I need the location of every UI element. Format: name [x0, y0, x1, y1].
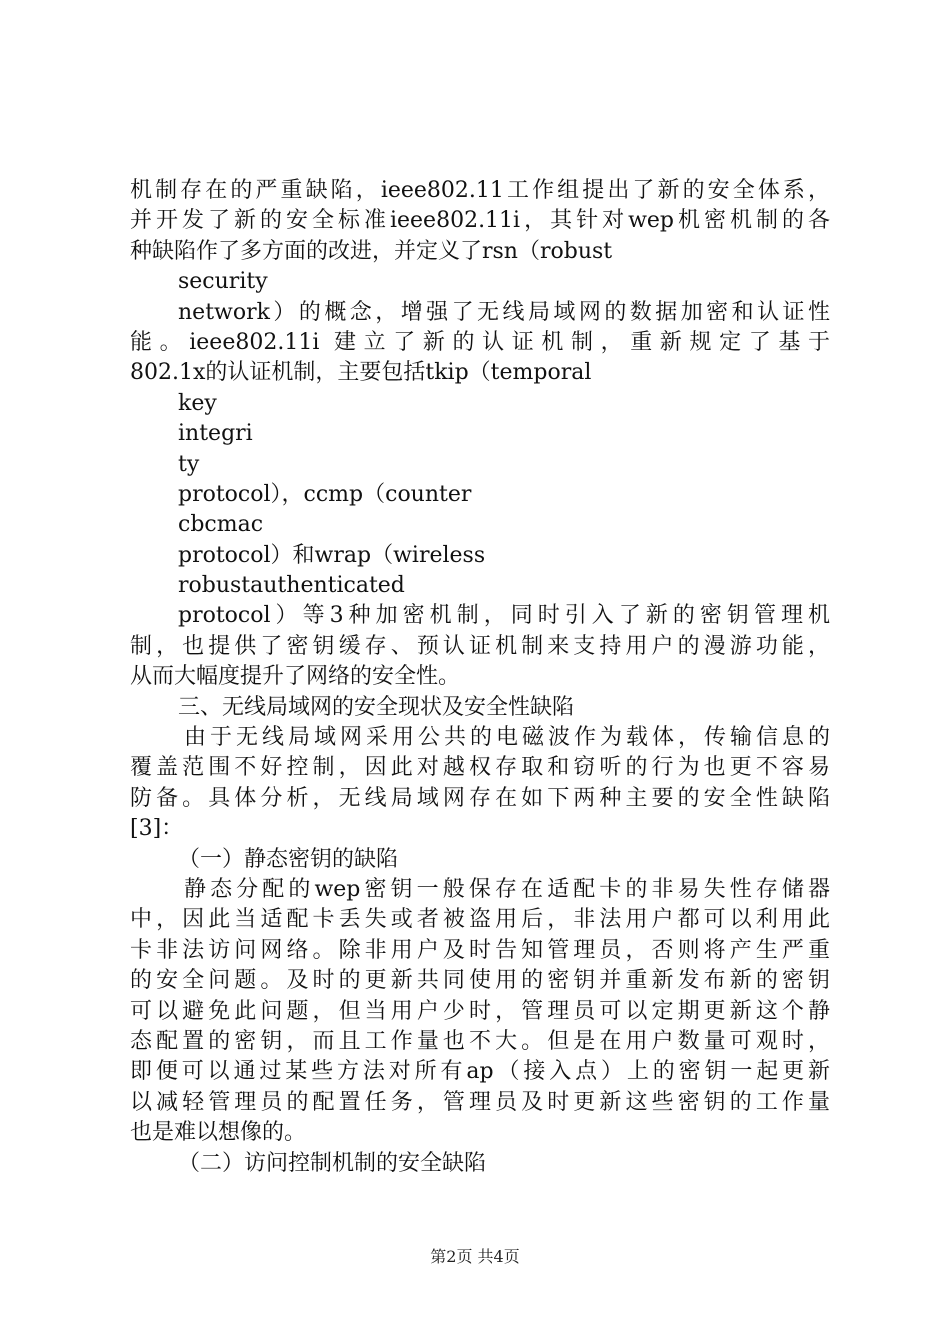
- text-line: protocol），ccmp（counter: [178, 481, 472, 507]
- text-line: 由于无线局域网采用公共的电磁波作为载体，传输信息的: [184, 725, 830, 751]
- text-line: 卡非法访问网络。除非用户及时告知管理员，否则将产生严重: [130, 937, 830, 963]
- text-line: 中，因此当适配卡丢失或者被盗用后，非法用户都可以利用此: [130, 907, 830, 933]
- text-line: 防备。具体分析，无线局域网存在如下两种主要的安全性缺陷: [130, 785, 830, 811]
- text-line: key: [178, 390, 217, 416]
- body-text: [130, 176, 830, 1179]
- text-line: network）的概念，增强了无线局域网的数据加密和认证性: [178, 299, 830, 325]
- text-line: 从而大幅度提升了网络的安全性。: [130, 664, 461, 690]
- text-line: 制，也提供了密钥缓存、预认证机制来支持用户的漫游功能，: [130, 633, 830, 659]
- subsection-heading: （一）静态密钥的缺陷: [178, 846, 399, 872]
- text-line: 静态分配的wep密钥一般保存在适配卡的非易失性存储器: [184, 876, 830, 902]
- text-line: 覆盖范围不好控制，因此对越权存取和窃听的行为也更不容易: [130, 755, 830, 781]
- text-line: 并开发了新的安全标准ieee802.11i，其针对wep机密机制的各: [130, 208, 830, 234]
- text-line: cbcmac: [178, 512, 264, 538]
- text-line: integri: [178, 421, 253, 447]
- text-line: 802.1x的认证机制，主要包括tkip（temporal: [130, 360, 592, 386]
- page-footer: 第2页 共4页: [430, 1247, 520, 1266]
- text-line: protocol）和wrap（wireless: [178, 542, 486, 568]
- text-line: 可以避免此问题，但当用户少时，管理员可以定期更新这个静: [130, 998, 830, 1024]
- text-line: 机制存在的严重缺陷，ieee802.11工作组提出了新的安全体系，: [130, 178, 830, 203]
- text-line: security: [178, 269, 268, 295]
- text-line: robustauthenticated: [178, 573, 405, 599]
- text-line: 也是难以想像的。: [130, 1120, 307, 1146]
- text-line: 种缺陷作了多方面的改进，并定义了rsn（robust: [130, 238, 613, 264]
- text-line: 态配置的密钥，而且工作量也不大。但是在用户数量可观时，: [130, 1028, 830, 1054]
- text-line: 以减轻管理员的配置任务，管理员及时更新这些密钥的工作量: [130, 1089, 830, 1115]
- subsection-heading: （二）访问控制机制的安全缺陷: [178, 1150, 487, 1176]
- text-line: 能。ieee802.11i 建立了新的认证机制，重新规定了基于: [130, 329, 830, 355]
- text-line: 即便可以通过某些方法对所有ap（接入点）上的密钥一起更新: [130, 1059, 830, 1085]
- text-line: ty: [178, 451, 200, 477]
- text-line: 的安全问题。及时的更新共同使用的密钥并重新发布新的密钥: [130, 968, 830, 994]
- text-line: [3]：: [130, 816, 184, 842]
- text-line: protocol）等3种加密机制，同时引入了新的密钥管理机: [178, 603, 830, 629]
- section-heading: 三、无线局域网的安全现状及安全性缺陷: [178, 694, 575, 720]
